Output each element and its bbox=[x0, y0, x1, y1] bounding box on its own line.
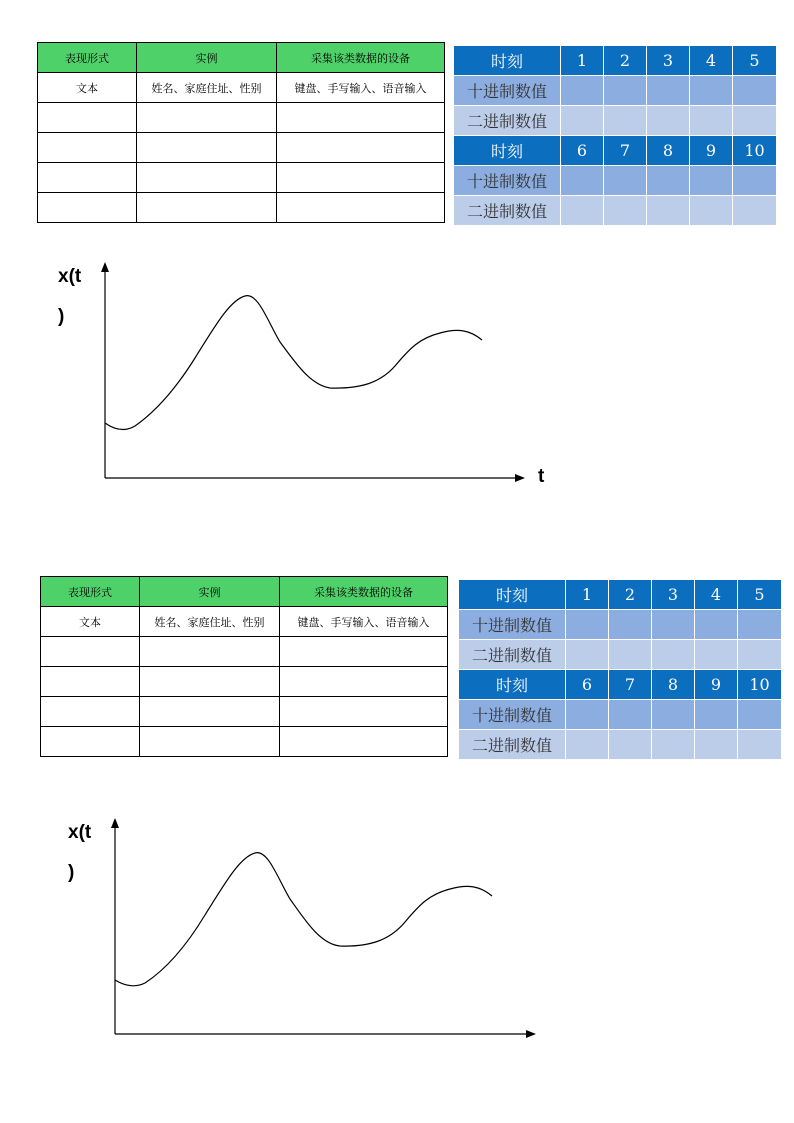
time-value: 10 bbox=[733, 136, 777, 166]
binary-label: 二进制数值 bbox=[459, 730, 566, 760]
time-value: 6 bbox=[561, 136, 604, 166]
signal-curve bbox=[115, 853, 492, 986]
header-device: 采集该类数据的设备 bbox=[280, 577, 448, 607]
header-example: 实例 bbox=[140, 577, 280, 607]
y-axis-label-line2: ) bbox=[68, 862, 75, 883]
cell-example: 姓名、家庭住址、性别 bbox=[140, 607, 280, 637]
signal-graph bbox=[0, 534, 794, 1123]
time-value: 2 bbox=[604, 46, 647, 76]
time-label: 时刻 bbox=[454, 46, 561, 76]
y-axis-label-line2: ) bbox=[58, 306, 65, 327]
decimal-label: 十进制数值 bbox=[454, 76, 561, 106]
binary-label: 二进制数值 bbox=[459, 640, 566, 670]
x-axis-arrow bbox=[515, 474, 525, 482]
decimal-label: 十进制数值 bbox=[459, 610, 566, 640]
signal-graph bbox=[0, 0, 794, 534]
time-value: 2 bbox=[609, 580, 652, 610]
header-device: 采集该类数据的设备 bbox=[277, 43, 445, 73]
time-value: 9 bbox=[695, 670, 738, 700]
time-label: 时刻 bbox=[459, 580, 566, 610]
time-value: 7 bbox=[609, 670, 652, 700]
time-value: 4 bbox=[695, 580, 738, 610]
header-example: 实例 bbox=[137, 43, 277, 73]
time-label: 时刻 bbox=[459, 670, 566, 700]
cell-device: 键盘、手写输入、语音输入 bbox=[280, 607, 448, 637]
time-value: 9 bbox=[690, 136, 733, 166]
header-form: 表现形式 bbox=[38, 43, 137, 73]
time-value: 3 bbox=[652, 580, 695, 610]
signal-curve bbox=[105, 296, 482, 430]
time-value: 5 bbox=[733, 46, 777, 76]
y-axis-arrow bbox=[111, 818, 119, 828]
y-axis-label-line1: x(t bbox=[68, 822, 92, 843]
decimal-label: 十进制数值 bbox=[454, 166, 561, 196]
header-form: 表现形式 bbox=[41, 577, 140, 607]
time-value: 8 bbox=[652, 670, 695, 700]
time-value: 1 bbox=[561, 46, 604, 76]
binary-label: 二进制数值 bbox=[454, 106, 561, 136]
time-label: 时刻 bbox=[454, 136, 561, 166]
x-axis-label: t bbox=[538, 466, 545, 487]
time-value: 4 bbox=[690, 46, 733, 76]
x-axis-arrow bbox=[526, 1030, 536, 1038]
y-axis-arrow bbox=[101, 262, 109, 272]
y-axis-label-line1: x(t bbox=[58, 266, 82, 287]
time-value: 3 bbox=[647, 46, 690, 76]
cell-example: 姓名、家庭住址、性别 bbox=[137, 73, 277, 103]
cell-form: 文本 bbox=[41, 607, 140, 637]
cell-form: 文本 bbox=[38, 73, 137, 103]
time-value: 10 bbox=[738, 670, 782, 700]
time-value: 5 bbox=[738, 580, 782, 610]
time-value: 6 bbox=[566, 670, 609, 700]
decimal-label: 十进制数值 bbox=[459, 700, 566, 730]
time-value: 8 bbox=[647, 136, 690, 166]
cell-device: 键盘、手写输入、语音输入 bbox=[277, 73, 445, 103]
time-value: 1 bbox=[566, 580, 609, 610]
binary-label: 二进制数值 bbox=[454, 196, 561, 226]
time-value: 7 bbox=[604, 136, 647, 166]
